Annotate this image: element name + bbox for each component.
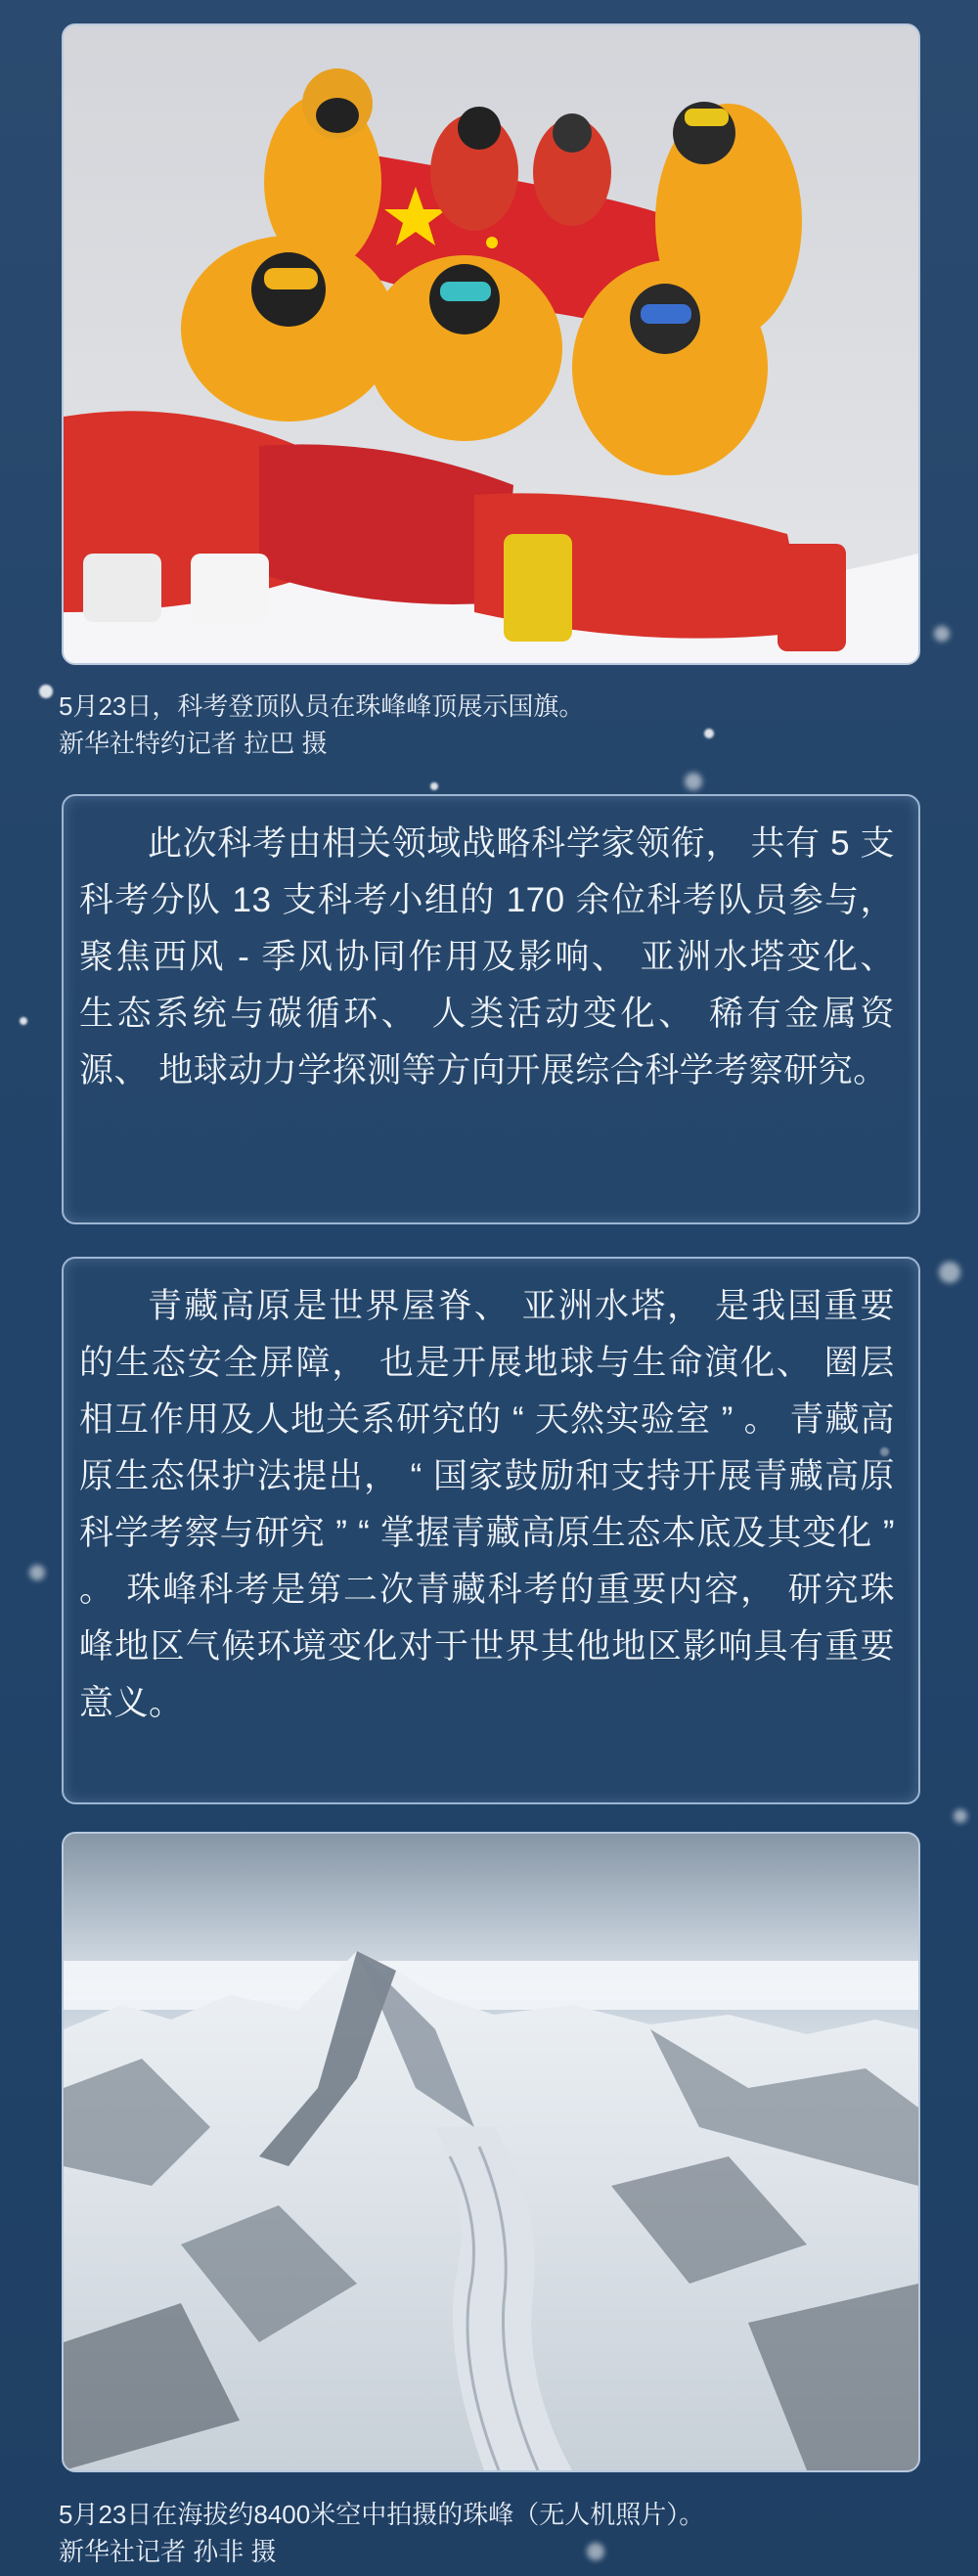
photo1-credit: 新华社特约记者 拉巴 摄	[59, 729, 328, 758]
snowflake	[20, 1017, 27, 1025]
photo2-caption	[59, 2496, 704, 2570]
summit-team-photo	[62, 23, 920, 665]
text-card-2	[62, 1257, 920, 1804]
text-card-1	[62, 794, 920, 1224]
paragraph-2: 青藏高原是世界屋脊、 亚洲水塔， 是我国重要的生态安全屏障， 也是开展地球与生命演化、 圈层相互作用及人地关系研究的 “ 天然实验室 ” 。 青藏高原生态保护法提出， “ 国家鼓励和支持开展青藏高原科学考察与研究 ” “ 掌握青藏高原生态本底及其变化 ” 。 珠峰科考是第二次青藏科考的重要内容， 研究珠峰地区气候环境变化对于世界其他地区影响具有重要意义。	[79, 1287, 895, 1722]
photo2-caption-text: 5月23日在海拔约8400米空中拍摄的珠峰（无人机照片）。	[59, 2500, 705, 2529]
photo1-caption	[59, 688, 584, 762]
paragraph-1: 此次科考由相关领域战略科学家领衔， 共有 5 支科考分队 13 支科考小组的 170 余位科考队员参与， 聚焦西风 - 季风协同作用及影响、 亚洲水塔变化、 生态系统与碳循环、 人类活动变化、 稀有金属资源、 地球动力学探测等方向开展综合科学考察研究。	[79, 824, 895, 1089]
snowflake	[39, 685, 53, 698]
snowflake	[685, 773, 702, 790]
everest-aerial-photo	[62, 1832, 920, 2472]
photo1-caption-text: 5月23日，科考登顶队员在珠峰峰顶展示国旗。	[59, 691, 585, 721]
summit-photo-illustration	[64, 25, 918, 663]
snowflake	[934, 626, 950, 642]
everest-photo-illustration	[64, 1834, 918, 2470]
photo2-credit: 新华社记者 孙非 摄	[59, 2537, 277, 2566]
snowflake	[29, 1565, 45, 1580]
snowflake	[939, 1262, 960, 1283]
snowflake	[430, 782, 438, 790]
snowflake	[704, 729, 714, 738]
snowflake	[954, 1809, 967, 1823]
